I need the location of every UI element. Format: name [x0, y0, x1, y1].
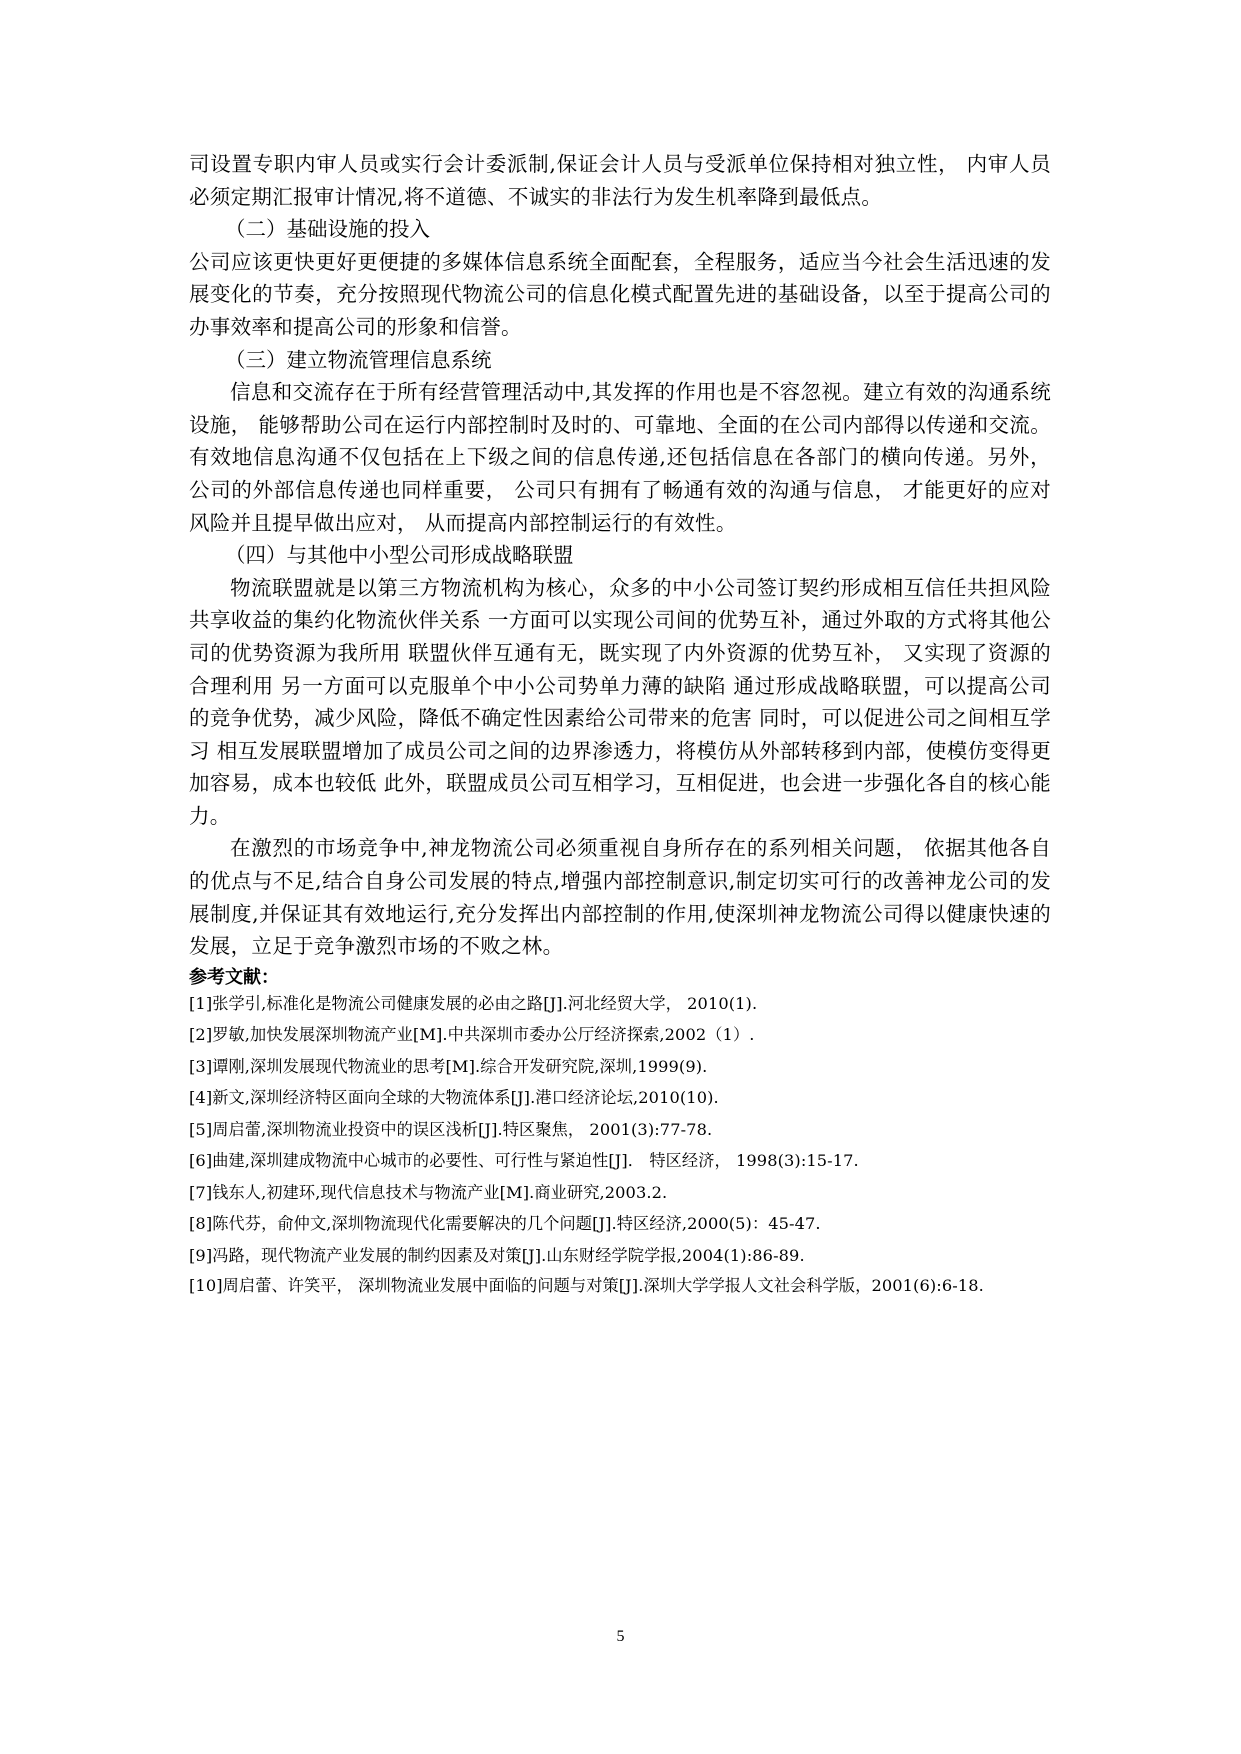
reference-item: [5]周启蕾,深圳物流业投资中的误区浅析[J].特区聚焦， 2001(3):77-78. [189, 1119, 713, 1139]
document-body [189, 148, 1051, 1311]
section-heading-4: （四）与其他中小型公司形成战略联盟 [225, 543, 574, 568]
references-list [189, 993, 1051, 1301]
reference-item: [9]冯路，现代物流产业发展的制约因素及对策[J].山东财经学院学报,2004(1):86-89. [189, 1245, 805, 1265]
reference-item: [10]周启蕾、许笑平， 深圳物流业发展中面临的问题与对策[J].深圳大学学报人文社会科学版，2001(6):6-18. [189, 1275, 984, 1295]
paragraph-strategic-alliance: 物流联盟就是以第三方物流机构为核心，众多的中小公司签订契约形成相互信任共担风险共享收益的集约化物流伙伴关系 一方面可以实现公司间的优势互补，通过外取的方式将其他公司的优势资源为我所用 联盟伙伴互通有无，既实现了内外资源的优势互补， 又实现了资源的合理利用 另一方面可以克服单个中小公司势单力薄的缺陷 通过形成战略联盟，可以提高公司的竞争优势，减少风险，降低不确定性因素给公司带来的危害 同时，可以促进公司之间相互学习 相互发展联盟增加了成员公司之间的边界渗透力，将模仿从外部转移到内部，使模仿变得更加容易，成本也较低 此外，联盟成员公司互相学习，互相促进，也会进一步强化各自的核心能力。 [189, 575, 1051, 828]
reference-item: [3]谭刚,深圳发展现代物流业的思考[M].综合开发研究院,深圳,1999(9). [189, 1056, 708, 1076]
page-number: 5 [616, 1628, 625, 1645]
paragraph-conclusion: 在激烈的市场竞争中,神龙物流公司必须重视自身所存在的系列相关问题， 依据其他各自的优点与不足,结合自身公司发展的特点,增强内部控制意识,制定切实可行的改善神龙公司的发展制度,并保证其有效地运行,充分发挥出内部控制的作用,使深圳神龙物流公司得以健康快速的发展，立足于竞争激烈市场的不败之林。 [189, 836, 1051, 959]
reference-item: [2]罗敏,加快发展深圳物流产业[M].中共深圳市委办公厅经济探索,2002（1）. [189, 1025, 755, 1045]
references-title: 参考文献： [189, 966, 279, 988]
reference-item: [4]新文,深圳经济特区面向全球的大物流体系[J].港口经济论坛,2010(10). [189, 1088, 719, 1108]
paragraph-continuation: 司设置专职内审人员或实行会计委派制,保证会计人员与受派单位保持相对独立性， 内审人员必须定期汇报审计情况,将不道德、不诚实的非法行为发生机率降到最低点。 [189, 152, 1051, 209]
paragraph-infrastructure: 公司应该更快更好更便捷的多媒体信息系统全面配套，全程服务，适应当今社会生活迅速的发展变化的节奏，充分按照现代物流公司的信息化模式配置先进的基础设备，以至于提高公司的办事效率和提高公司的形象和信誉。 [189, 249, 1051, 339]
paragraph-information-system: 信息和交流存在于所有经营管理活动中,其发挥的作用也是不容忽视。建立有效的沟通系统设施， 能够帮助公司在运行内部控制时及时的、可靠地、全面的在公司内部得以传递和交流。有效地信息沟通不仅包括在上下级之间的信息传递,还包括信息在各部门的横向传递。另外， 公司的外部信息传递也同样重要， 公司只有拥有了畅通有效的沟通与信息， 才能更好的应对风险并且提早做出应对， 从而提高内部控制运行的有效性。 [189, 380, 1051, 535]
reference-item: [7]钱东人,初建环,现代信息技术与物流产业[M].商业研究,2003.2. [189, 1182, 668, 1202]
section-heading-2: （二）基础设施的投入 [225, 217, 430, 242]
section-heading-3: （三）建立物流管理信息系统 [225, 347, 492, 372]
reference-item: [6]曲建,深圳建成物流中心城市的必要性、可行性与紧迫性[J]． 特区经济， 1998(3):15-17. [189, 1151, 859, 1171]
reference-item: [1]张学引,标准化是物流公司健康发展的必由之路[J].河北经贸大学， 2010(1). [189, 993, 758, 1013]
reference-item: [8]陈代芬，俞仲文,深圳物流现代化需要解决的几个问题[J].特区经济,2000(5)：45-47. [189, 1214, 821, 1234]
